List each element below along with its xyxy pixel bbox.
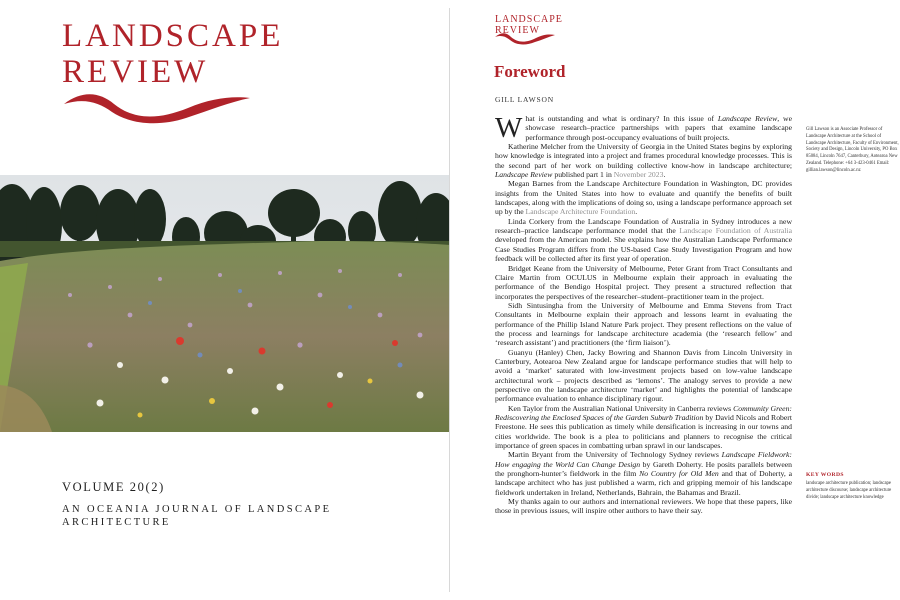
subtitle-line-1: AN OCEANIA JOURNAL OF LANDSCAPE — [62, 504, 332, 515]
keywords-list: landscape architecture publication; landscape architecture discourse; landscape architecture divide; landscape architecture knowledge — [806, 481, 892, 500]
article-heading: Foreword — [494, 62, 566, 81]
paragraph: Guanyu (Hanley) Chen, Jacky Bowring and Shannon Davis from Lincoln University in Canterbury, Aotearoa New Zealand argue for landscape performance studies that will help to avoid a ‘market’ saturated with low-investment projects based on low-value landscape architectural work – projects described as ‘lemons’. The analogy serves to provide a new perspective on the landscape architecture ‘market’ and highlights the potential of landscape performance evaluation to enhance disciplinary rigour. — [495, 347, 792, 404]
author-name: GILL LAWSON — [495, 95, 554, 104]
running-masthead-line-2: REVIEW — [495, 25, 540, 36]
masthead-line-2: REVIEW — [62, 54, 209, 90]
subtitle-line-2: ARCHITECTURE — [62, 517, 171, 528]
paragraph: Megan Barnes from the Landscape Architecture Foundation in Washington, DC provides insights from the United States into how to evaluate and quantify the benefits of built landscapes, along with the implications of doing so, using a landscape performance approach set up by the Landscape Architecture Foundation. — [495, 179, 792, 217]
paragraph: Katherine Melcher from the University of Georgia in the United States begins by exploring how knowledge is integrated into a project and frames procedural knowledge processes. This is the second part of her work on building collective know-how in landscape architecture; Landscape Review published part 1 in November 2023. — [495, 142, 792, 180]
paragraph: My thanks again to our authors and international reviewers. We hope that these papers, like those in previous issues, will inspire other authors to have their say. — [495, 497, 792, 516]
masthead-swoosh — [62, 86, 252, 128]
article-link[interactable]: November 2023 — [613, 170, 664, 180]
paragraph: Martin Bryant from the University of Technology Sydney reviews Landscape Fieldwork: How engaging the World Can Change Design by Gareth Doherty. He posits parallels between the pronghorn-hunter’s fieldwork in the film No Country for Old Men and that of Doherty, a landscape architect who has just published a warm, rich and gripping memoir of his landscape fieldwork undertaken in Ireland, Netherlands, Bahrain, the Bahamas and Brazil. — [495, 450, 792, 497]
journal-subtitle — [62, 503, 331, 529]
foreword-page — [450, 0, 900, 600]
article-link[interactable]: Landscape Architecture Foundation — [525, 207, 636, 217]
keywords-heading: KEY WORDS — [806, 472, 844, 478]
paragraph: What is outstanding and what is ordinary? In this issue of Landscape Review, we showcase research–practice partnerships with papers that examine landscape performance through post-occupancy evaluations of built projects. — [495, 112, 793, 144]
article-body — [495, 114, 792, 516]
article-link[interactable]: Landscape Foundation of Australia — [679, 226, 792, 236]
running-masthead-swoosh — [494, 30, 556, 46]
wildflower-meadow-photo — [0, 175, 450, 432]
paragraph: Ken Taylor from the Australian National University in Canberra reviews Community Green: Rediscovering the Enclosed Spaces of the Garden Suburb Tradition by David Nicols and Robert Freestone. He sees this publication as timely while densification is increasing in our towns and cities worldwide. The book is a plea to politicians and planners to recognise the critical importance of green spaces in combatting urban sprawl in our landscapes. — [495, 403, 792, 451]
volume-label: VOLUME 20(2) — [62, 480, 165, 494]
paragraph: Sidh Sintusingha from the University of Melbourne and Emma Stevens from Tract Consultants in Melbourne explain their approach and lessons learnt in evaluating the performance of the Phillip Island Nature Park project. They present reflections on the value of the process and learnings for landscape architecture academia (the ‘research fellow’ and ‘research assistant’) and practitioners (the ‘firm liaison’). — [495, 300, 792, 348]
drop-cap: W — [495, 112, 523, 144]
running-masthead-line-1: LANDSCAPE — [495, 14, 563, 25]
paragraph: Linda Corkery from the Landscape Foundation of Australia in Sydney introduces a new research–practice landscape performance model that the Landscape Foundation of Australia developed from the American model. She explains how the Australian Landscape Performance Case Studies Program differs from the US-based Case Study Investigation Program and how feedback will be collected after its first year of operation. — [495, 216, 792, 264]
paragraph: Bridget Keane from the University of Melbourne, Peter Grant from Tract Consultants and Claire Martin from OCULUS in Melbourne explain their approach in evaluating the performance of the Bendigo Hospital project. They present a structured reflection that incorporates the perspectives of the researcher–student–practitioner team in the project. — [495, 263, 792, 301]
masthead-line-1: LANDSCAPE — [62, 18, 284, 54]
author-affiliation: Gill Lawson is an Associate Professor of Landscape Architecture at the School of Landscape Architecture, Faculty of Environment, Society and Design, Lincoln University, PO Box 85084, Lincoln 7647, Canterbury, Aotearoa New Zealand. Telephone: +64 3-423-0461 Email: gillian.lawson@lincoln.ac.nz — [806, 127, 899, 173]
journal-masthead — [62, 18, 283, 90]
